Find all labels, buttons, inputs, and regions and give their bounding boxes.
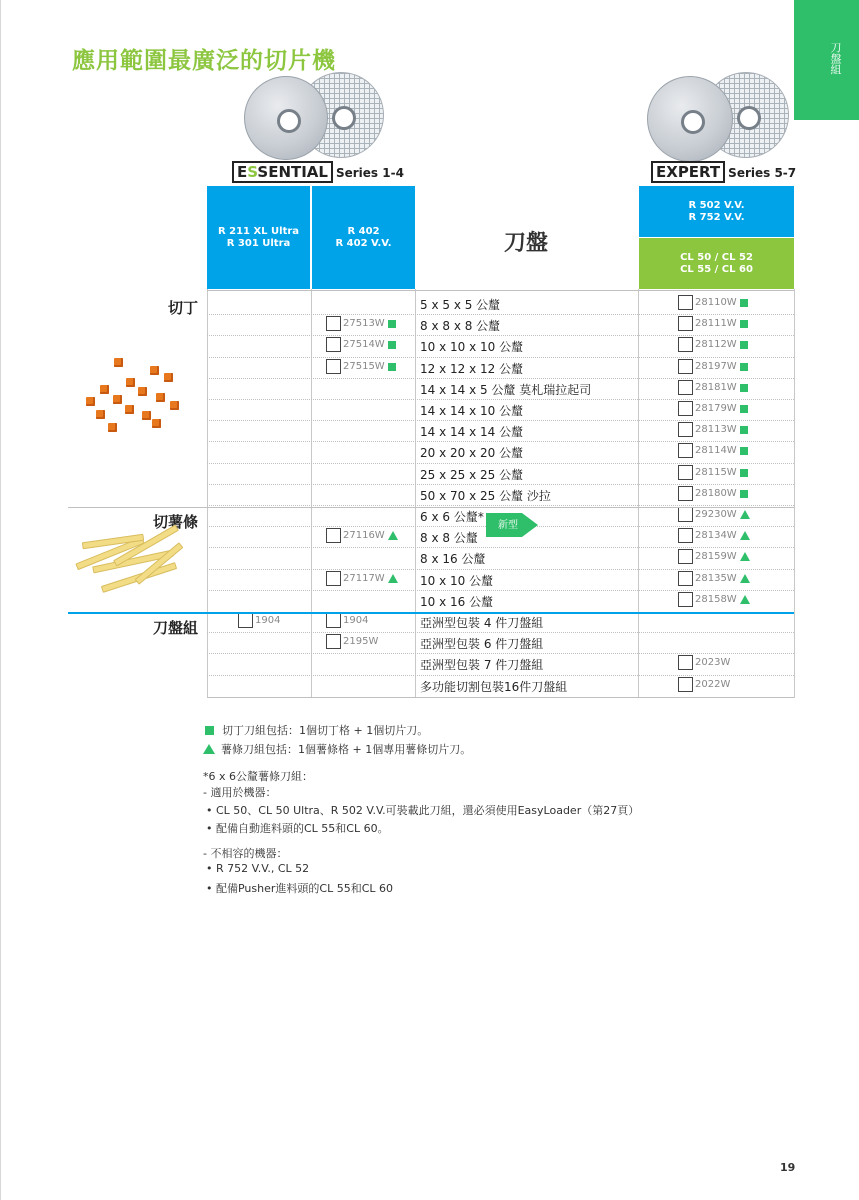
dicing-square-icon [740, 320, 748, 328]
row-description: 25 x 25 x 25 公釐 [420, 468, 524, 482]
blade-code [678, 401, 748, 416]
blade-code [678, 549, 750, 564]
header-col-r402: R 402 R 402 V.V. [312, 186, 415, 289]
row-separator [207, 505, 794, 506]
blade-code-text: 1904 [255, 615, 281, 626]
row-separator [207, 653, 794, 654]
table-bottom-rule [207, 697, 794, 698]
checkbox-icon[interactable] [678, 592, 693, 607]
blade-code-text: 28179W [695, 403, 737, 414]
row-description: 多功能切割包裝16件刀盤組 [420, 680, 568, 694]
blade-code [678, 465, 748, 480]
blade-code-text: 27513W [343, 318, 385, 329]
column-divider [207, 289, 208, 698]
compatible-item: • 配備自動進料頭的CL 55和CL 60。 [206, 822, 389, 835]
blade-code-text: 27117W [343, 573, 385, 584]
triangle-marker-icon [203, 744, 215, 754]
column-divider [794, 289, 795, 698]
section-tab-label: 刀盤組 [829, 42, 842, 75]
fries-note-title: *6 x 6公釐薯條刀組： [203, 770, 313, 783]
checkbox-icon[interactable] [678, 465, 693, 480]
blade-code [678, 655, 730, 670]
row-description: 5 x 5 x 5 公釐 [420, 298, 501, 312]
blade-code-text: 28134W [695, 530, 737, 541]
incompatible-item: • 配備Pusher進料頭的CL 55和CL 60 [206, 882, 393, 895]
blade-code [326, 571, 398, 586]
slicing-disc-image [647, 76, 733, 162]
blade-code-text: 28111W [695, 318, 737, 329]
row-description: 10 x 16 公釐 [420, 595, 494, 609]
checkbox-icon[interactable] [238, 613, 253, 628]
dicing-square-icon [740, 490, 748, 498]
row-description: 6 x 6 公釐* [420, 510, 484, 524]
row-separator [207, 547, 794, 548]
dicing-square-icon [388, 363, 396, 371]
blade-code [678, 677, 730, 692]
column-divider [638, 289, 639, 698]
row-separator [207, 335, 794, 336]
fries-image [70, 530, 190, 600]
checkbox-icon[interactable] [326, 528, 341, 543]
dicing-square-icon [388, 320, 396, 328]
blade-code [678, 337, 748, 352]
blade-code [678, 528, 750, 543]
blade-code-text: 28135W [695, 573, 737, 584]
blade-code-text: 28113W [695, 424, 737, 435]
row-separator [207, 357, 794, 358]
diced-vegetables-image [80, 355, 190, 435]
blade-code-text: 27116W [343, 530, 385, 541]
checkbox-icon[interactable] [326, 337, 341, 352]
fries-triangle-icon [740, 574, 750, 583]
blade-code [326, 359, 396, 374]
expert-discs-image [645, 70, 795, 160]
row-description: 亞洲型包裝 6 件刀盤組 [420, 637, 544, 651]
blade-code [678, 443, 748, 458]
fries-triangle-icon [740, 552, 750, 561]
slicing-disc-image [244, 76, 328, 160]
incompatible-item: • R 752 V.V., CL 52 [206, 862, 310, 875]
blade-code-text: 27515W [343, 361, 385, 372]
checkbox-icon[interactable] [678, 549, 693, 564]
new-badge-label: 新型 [498, 520, 518, 531]
blade-code-text: 28181W [695, 382, 737, 393]
checkbox-icon[interactable] [678, 655, 693, 670]
table-section-rule [68, 612, 794, 614]
row-description: 14 x 14 x 5 公釐 莫札瑞拉起司 [420, 383, 592, 397]
checkbox-icon[interactable] [678, 295, 693, 310]
checkbox-icon[interactable] [678, 677, 693, 692]
dicing-square-icon [388, 341, 396, 349]
checkbox-icon[interactable] [326, 316, 341, 331]
checkbox-icon[interactable] [678, 443, 693, 458]
blade-code-text: 28158W [695, 594, 737, 605]
blade-code-text: 27514W [343, 339, 385, 350]
checkbox-icon[interactable] [678, 401, 693, 416]
row-separator [207, 314, 794, 315]
blade-code-text: 28112W [695, 339, 737, 350]
compatible-item: • CL 50、CL 50 Ultra、R 502 V.V.可裝載此刀組，還必須使用EasyLoader（第27頁） [206, 804, 640, 817]
blade-code-text: 28180W [695, 488, 737, 499]
column-divider [415, 289, 416, 698]
checkbox-icon[interactable] [326, 634, 341, 649]
blade-code [678, 507, 750, 522]
blade-code [326, 337, 396, 352]
row-separator [207, 632, 794, 633]
essential-discs-image [240, 70, 390, 160]
row-description: 20 x 20 x 20 公釐 [420, 446, 524, 460]
checkbox-icon[interactable] [678, 316, 693, 331]
blade-code [678, 422, 748, 437]
checkbox-icon[interactable] [326, 359, 341, 374]
page-left-border [0, 0, 1, 1200]
row-separator [207, 420, 794, 421]
dicing-square-icon [740, 341, 748, 349]
checkbox-icon[interactable] [678, 507, 693, 522]
row-separator [207, 675, 794, 676]
row-separator [207, 484, 794, 485]
dicing-square-icon [740, 447, 748, 455]
row-description: 亞洲型包裝 7 件刀盤組 [420, 658, 544, 672]
row-description: 50 x 70 x 25 公釐 沙拉 [420, 489, 551, 503]
dicing-square-icon [740, 299, 748, 307]
blade-code-text: 2022W [695, 679, 731, 690]
row-description: 10 x 10 x 10 公釐 [420, 340, 524, 354]
blade-code [326, 634, 378, 649]
header-col-r211: R 211 XL Ultra R 301 Ultra [207, 186, 310, 289]
header-col-r502: R 502 V.V. R 752 V.V. [639, 186, 794, 237]
row-description: 亞洲型包裝 4 件刀盤組 [420, 616, 544, 630]
essential-series-label: ESSENTIAL Series 1-4 [232, 163, 404, 181]
checkbox-icon[interactable] [678, 486, 693, 501]
page-title: 應用範圍最廣泛的切片機 [72, 48, 336, 74]
blade-code-text: 28159W [695, 551, 737, 562]
checkbox-icon[interactable] [326, 613, 341, 628]
blade-code [326, 528, 398, 543]
blade-code-text: 2023W [695, 657, 731, 668]
section-tab [794, 0, 859, 120]
header-col-cl50: CL 50 / CL 52 CL 55 / CL 60 [639, 238, 794, 289]
blade-code-text: 28114W [695, 445, 737, 456]
blade-code-text: 1904 [343, 615, 369, 626]
blade-code [326, 316, 396, 331]
header-blade-disc: 刀盤 [504, 231, 549, 256]
blade-code [678, 571, 750, 586]
category-dicing: 切丁 [167, 299, 198, 317]
row-description: 10 x 10 公釐 [420, 574, 494, 588]
blade-code [678, 380, 748, 395]
fries-triangle-icon [388, 574, 398, 583]
row-description: 14 x 14 x 14 公釐 [420, 425, 524, 439]
blade-code-text: 28197W [695, 361, 737, 372]
fries-triangle-icon [740, 531, 750, 540]
checkbox-icon[interactable] [678, 528, 693, 543]
checkbox-icon[interactable] [678, 337, 693, 352]
dicing-square-icon [740, 426, 748, 434]
checkbox-icon[interactable] [678, 571, 693, 586]
table-top-rule [207, 290, 794, 291]
blade-code [238, 613, 280, 628]
page-number: 19 [780, 1161, 796, 1174]
row-separator [207, 399, 794, 400]
row-separator [207, 590, 794, 591]
blade-code [678, 295, 748, 310]
compatible-title: - 適用於機器： [203, 786, 277, 799]
new-badge-shape [486, 511, 538, 539]
new-badge [486, 511, 538, 543]
checkbox-icon[interactable] [678, 380, 693, 395]
checkbox-icon[interactable] [326, 571, 341, 586]
row-separator [207, 463, 794, 464]
category-fries: 切薯條 [152, 513, 198, 531]
blade-code [326, 613, 368, 628]
fries-triangle-icon [388, 531, 398, 540]
row-separator [207, 378, 794, 379]
row-separator [207, 569, 794, 570]
row-description: 8 x 16 公釐 [420, 552, 486, 566]
blade-code-text: 28115W [695, 467, 737, 478]
blade-code [678, 359, 748, 374]
row-description: 8 x 8 公釐 [420, 531, 478, 545]
dicing-square-icon [740, 469, 748, 477]
legend-square-note: 切丁刀組包括：1個切丁格 + 1個切片刀。 [205, 722, 428, 738]
blade-code [678, 486, 748, 501]
dicing-square-icon [740, 363, 748, 371]
legend-triangle-note: 薯條刀組包括：1個薯條格 + 1個專用薯條切片刀。 [203, 741, 471, 757]
fries-triangle-icon [740, 510, 750, 519]
row-description: 12 x 12 x 12 公釐 [420, 362, 524, 376]
dicing-square-icon [740, 384, 748, 392]
row-description: 8 x 8 x 8 公釐 [420, 319, 501, 333]
incompatible-title: - 不相容的機器： [203, 847, 288, 860]
checkbox-icon[interactable] [678, 359, 693, 374]
fries-triangle-icon [740, 595, 750, 604]
fries-section-rule [68, 507, 794, 508]
blade-code-text: 28110W [695, 297, 737, 308]
category-kits: 刀盤組 [152, 619, 198, 637]
square-marker-icon [205, 726, 214, 735]
blade-code-text: 2195W [343, 636, 379, 647]
checkbox-icon[interactable] [678, 422, 693, 437]
column-divider [311, 289, 312, 698]
expert-series-label: EXPERT Series 5-7 [651, 163, 796, 181]
blade-code-text: 29230W [695, 509, 737, 520]
row-description: 14 x 14 x 10 公釐 [420, 404, 524, 418]
blade-code [678, 592, 750, 607]
row-separator [207, 441, 794, 442]
blade-code [678, 316, 748, 331]
dicing-square-icon [740, 405, 748, 413]
